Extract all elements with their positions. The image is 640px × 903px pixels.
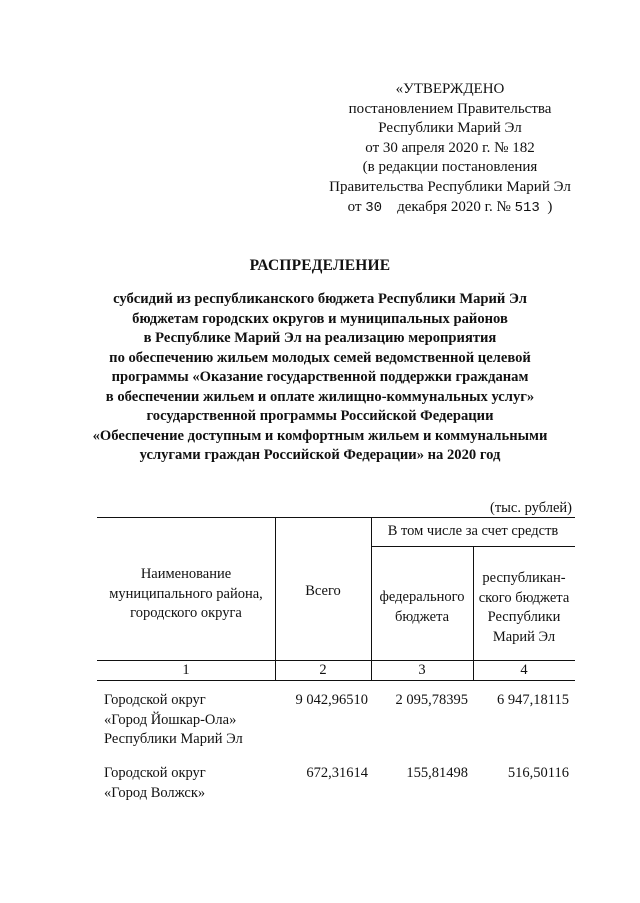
approval-suffix: ) xyxy=(547,198,553,215)
row-republic: 6 947,18115 xyxy=(497,692,569,708)
subtitle-line: «Обеспечение доступным и комфортным жильем и коммунальными xyxy=(92,427,548,444)
approval-date-line xyxy=(300,198,600,219)
col4-header-line: ского бюджета xyxy=(478,589,570,606)
subtitle-line: субсидий из республиканского бюджета Республики Марий Эл xyxy=(113,291,527,307)
table-top-rule xyxy=(97,517,575,518)
col4-header-line: республикан- xyxy=(482,570,566,586)
approval-line: от 30 апреля 2020 г. № 182 xyxy=(365,139,535,156)
document-heading: РАСПРЕДЕЛЕНИЕ xyxy=(249,257,391,274)
col4-header-line: Республики xyxy=(487,609,561,625)
col-number: 2 xyxy=(319,662,327,678)
approval-line: Республики Марий Эл xyxy=(378,120,522,137)
col3-header xyxy=(371,588,473,627)
group-header: В том числе за счет средств xyxy=(387,523,559,539)
col2-header: Всего xyxy=(305,583,341,599)
col3-header-line: бюджета xyxy=(394,608,450,625)
row-total: 9 042,96510 xyxy=(295,692,368,708)
col1-header-line: городского округа xyxy=(130,605,242,621)
approval-number: 513 xyxy=(514,199,540,216)
row-name-line: Городской округ xyxy=(104,765,206,781)
col1-header xyxy=(97,565,275,624)
units-label: (тыс. рублей) xyxy=(490,500,572,516)
row-federal: 2 095,78395 xyxy=(395,692,468,708)
row-republic: 516,50116 xyxy=(507,765,569,781)
col-number: 1 xyxy=(182,662,190,678)
subtitle-line: государственной программы Российской Федерации xyxy=(146,408,494,424)
subtitle-line: услугами граждан Российской Федерации» на 2020 год xyxy=(139,447,501,463)
row-name-line: «Город Йошкар-Ола» xyxy=(104,711,237,728)
approval-line: (в редакции постановления xyxy=(362,159,538,176)
subtitle-line: в обеспечении жильем и оплате жилищно-коммунальных услуг» xyxy=(105,388,535,405)
row-name-line: Городской округ xyxy=(104,692,206,708)
col1-header-line: Наименование xyxy=(140,566,232,582)
row-total: 672,31614 xyxy=(306,765,368,781)
approval-line: «УТВЕРЖДЕНО xyxy=(395,81,505,97)
subtitle-line: по обеспечению жильем молодых семей ведомственной целевой xyxy=(109,349,531,366)
subtitle-line: в Республике Марий Эл на реализацию мероприятия xyxy=(143,330,497,346)
approval-month-year: декабря 2020 г. № xyxy=(397,198,511,215)
col4-header xyxy=(473,569,575,647)
subtitle-line: бюджетам городских округов и муниципальных районов xyxy=(132,310,508,327)
approval-day: 30 xyxy=(365,199,383,216)
document-subtitle xyxy=(60,290,580,466)
row-federal: 155,81498 xyxy=(406,765,468,781)
approval-prefix: от xyxy=(347,198,362,215)
approval-block xyxy=(300,80,600,218)
col-number: 3 xyxy=(418,662,426,678)
row-name-line: «Город Волжск» xyxy=(104,784,206,801)
subtitle-line: программы «Оказание государственной поддержки гражданам xyxy=(111,369,529,385)
row-name-line: Республики Марий Эл xyxy=(104,731,243,747)
table-row-name xyxy=(104,691,243,750)
col4-header-line: Марий Эл xyxy=(492,628,556,645)
col1-header-line: муниципального района, xyxy=(109,585,263,602)
col3-header-line: федерального xyxy=(379,589,465,605)
col-number: 4 xyxy=(520,662,528,678)
approval-line: Правительства Республики Марий Эл xyxy=(329,178,571,195)
approval-line: постановлением Правительства xyxy=(348,100,552,117)
table-row-name xyxy=(104,764,206,803)
